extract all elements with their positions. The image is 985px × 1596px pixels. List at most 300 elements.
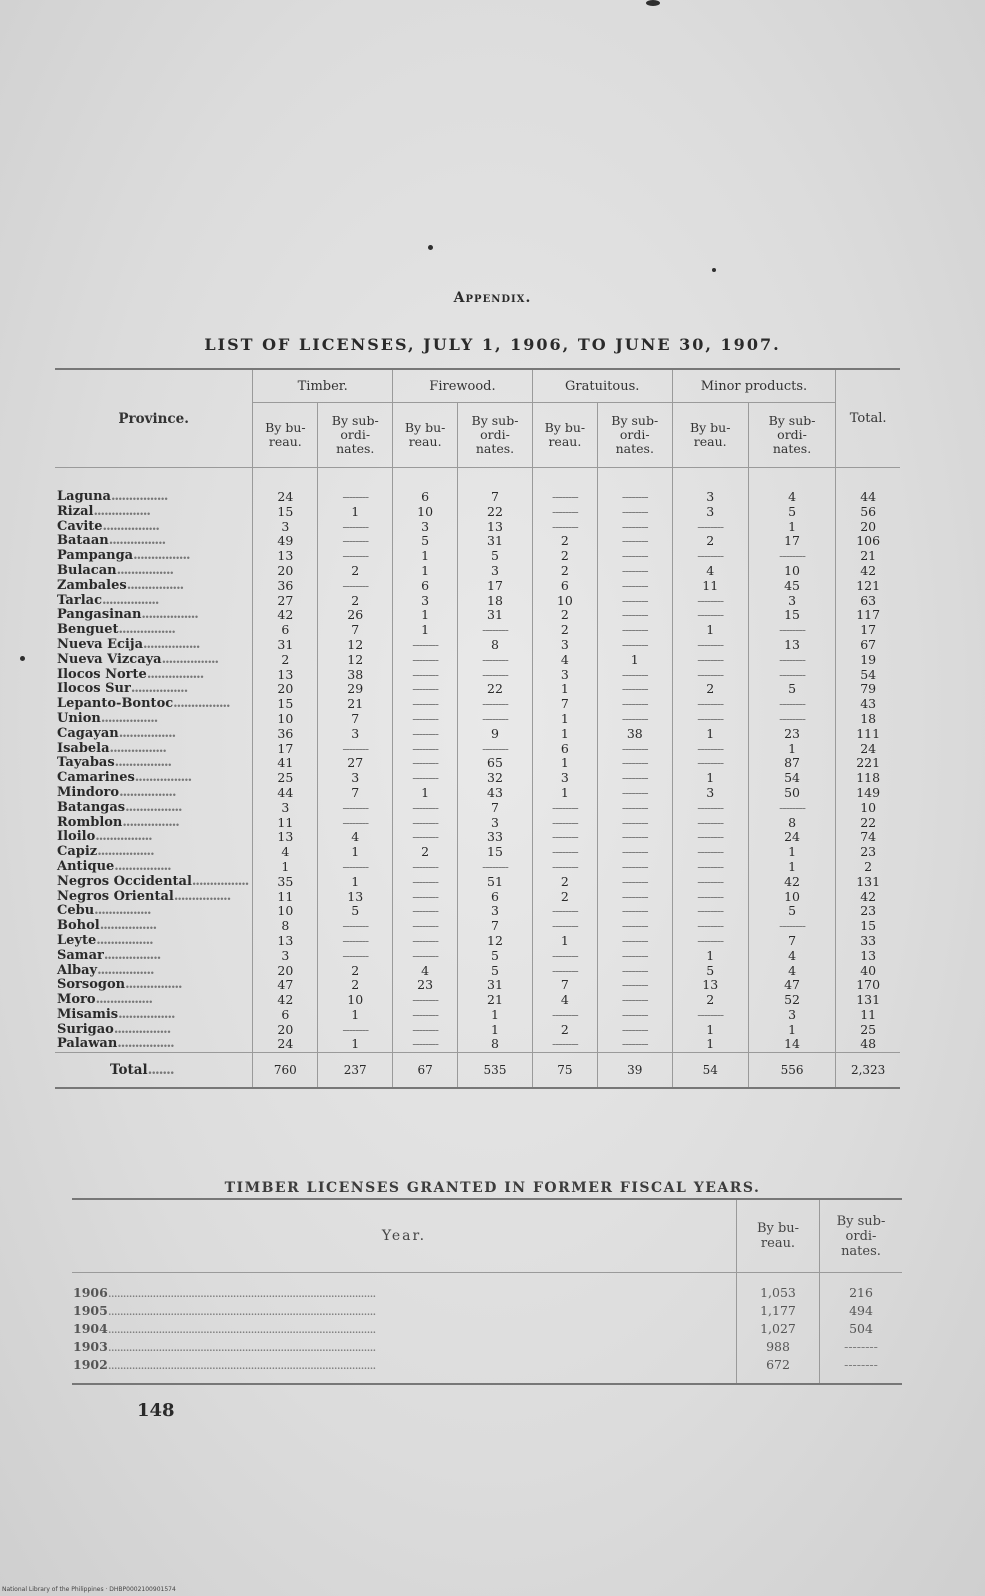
province-name: Negros Oriental bbox=[57, 889, 174, 904]
province-name: Cebu bbox=[57, 904, 95, 919]
licenses-body bbox=[55, 468, 900, 1053]
table-cell: 2 bbox=[672, 993, 748, 1008]
total-cell: 75 bbox=[532, 1053, 597, 1089]
table-cell: 10 bbox=[253, 904, 318, 919]
table-row: Negros Occidental................ 35 1 -------- 51 2 -------- -------- 42 131 bbox=[55, 875, 900, 890]
table-cell: 1 bbox=[672, 1037, 748, 1052]
table-cell: -------- bbox=[748, 549, 835, 564]
table-cell: 31 bbox=[458, 978, 533, 993]
province-name: Cagayan bbox=[57, 726, 119, 741]
table-cell: -------- bbox=[597, 786, 672, 801]
province-name: Ilocos Norte bbox=[57, 667, 147, 682]
table-row: Zambales................ 36 -------- 6 17 6 -------- 11 45 121 bbox=[55, 579, 900, 594]
table-cell: -------- bbox=[748, 919, 835, 934]
table-row: Misamis................ 6 1 -------- 1 -------- -------- -------- 3 11 bbox=[55, 1008, 900, 1023]
table-cell: 36 bbox=[253, 727, 318, 742]
footer-note: National Library of the Philippines · DHBP0002100901574 bbox=[2, 1586, 176, 1593]
table-cell: 56 bbox=[836, 505, 900, 520]
table-cell: 5 bbox=[458, 549, 533, 564]
province-name: Bulacan bbox=[57, 563, 117, 578]
table-cell: -------- bbox=[318, 949, 393, 964]
table-cell: 44 bbox=[836, 468, 900, 505]
year-cell: 1905 bbox=[73, 1303, 108, 1318]
table-cell: 4 bbox=[532, 653, 597, 668]
table-cell: 43 bbox=[836, 697, 900, 712]
table-cell: -------- bbox=[393, 1037, 458, 1052]
table-cell: 3 bbox=[532, 638, 597, 653]
table-cell: -------- bbox=[597, 934, 672, 949]
table-row: Isabela................ 17 -------- -------- -------- 6 -------- -------- 1 24 bbox=[55, 742, 900, 757]
province-name: Albay bbox=[57, 963, 98, 978]
table-cell: 11 bbox=[253, 816, 318, 831]
province-name: Rizal bbox=[57, 504, 94, 519]
table-cell: 2 bbox=[532, 1023, 597, 1038]
former-years-table bbox=[72, 1198, 902, 1385]
table-cell: 1 bbox=[393, 786, 458, 801]
province-name: Mindoro bbox=[57, 785, 120, 800]
table-cell: -------- bbox=[597, 579, 672, 594]
table-cell: -------- bbox=[532, 520, 597, 535]
table-cell: 1 bbox=[393, 549, 458, 564]
province-name: Zambales bbox=[57, 578, 127, 593]
table-row: 1904.......................................................................................... 1,027 504 bbox=[72, 1320, 902, 1338]
table-cell: 23 bbox=[393, 978, 458, 993]
total-cell: 39 bbox=[597, 1053, 672, 1089]
table-cell: -------- bbox=[672, 549, 748, 564]
table-row: Camarines................ 25 3 -------- 32 3 -------- 1 54 118 bbox=[55, 771, 900, 786]
table-cell: 14 bbox=[748, 1037, 835, 1052]
former-years-body bbox=[72, 1273, 902, 1385]
table-cell: -------- bbox=[318, 919, 393, 934]
table-cell: 23 bbox=[836, 904, 900, 919]
table-cell: 13 bbox=[253, 934, 318, 949]
table-cell: 50 bbox=[748, 786, 835, 801]
table-cell: -------- bbox=[672, 934, 748, 949]
table-cell: -------- bbox=[393, 860, 458, 875]
sub-header-minor-subordinates: By sub- ordi- nates. bbox=[748, 403, 835, 468]
table-row: Tayabas................ 41 27 -------- 65 1 -------- -------- 87 221 bbox=[55, 756, 900, 771]
table-cell: 33 bbox=[458, 830, 533, 845]
table-cell: 1 bbox=[393, 564, 458, 579]
table-cell: 22 bbox=[836, 816, 900, 831]
table-cell: -------- bbox=[318, 742, 393, 757]
table-cell: 6 bbox=[393, 468, 458, 505]
group-header-timber: Timber. bbox=[253, 369, 393, 403]
table-cell: 1 bbox=[458, 1008, 533, 1023]
province-name: Tayabas bbox=[57, 756, 115, 771]
table-cell: 4 bbox=[253, 845, 318, 860]
table-cell: 17 bbox=[748, 534, 835, 549]
table-cell: 3 bbox=[393, 520, 458, 535]
table-cell: 79 bbox=[836, 682, 900, 697]
table-cell: 25 bbox=[253, 771, 318, 786]
table-cell: 23 bbox=[748, 727, 835, 742]
table-cell: 1 bbox=[458, 1023, 533, 1038]
licenses-table bbox=[55, 368, 900, 1089]
province-name: Nueva Ecija bbox=[57, 637, 143, 652]
table-row: Nueva Vizcaya................ 2 12 -------- -------- 4 1 -------- -------- 19 bbox=[55, 653, 900, 668]
table-cell: 2 bbox=[672, 682, 748, 697]
table-cell: -------- bbox=[597, 1023, 672, 1038]
table-cell: -------- bbox=[748, 801, 835, 816]
subordinates-cell: 504 bbox=[820, 1320, 903, 1338]
table-cell: 3 bbox=[748, 1008, 835, 1023]
table-cell: 7 bbox=[318, 623, 393, 638]
province-name: Bataan bbox=[57, 534, 109, 549]
table-cell: 41 bbox=[253, 756, 318, 771]
table-cell: 10 bbox=[318, 993, 393, 1008]
table-cell: 63 bbox=[836, 594, 900, 609]
table-row: Nueva Ecija................ 31 12 -------- 8 3 -------- -------- 13 67 bbox=[55, 638, 900, 653]
table-cell: -------- bbox=[597, 534, 672, 549]
table-cell: 43 bbox=[458, 786, 533, 801]
group-header-firewood: Firewood. bbox=[393, 369, 533, 403]
table-cell: 54 bbox=[748, 771, 835, 786]
table-cell: -------- bbox=[597, 756, 672, 771]
province-name: Batangas bbox=[57, 800, 126, 815]
table-cell: 13 bbox=[253, 549, 318, 564]
table-cell: -------- bbox=[318, 801, 393, 816]
table-cell: -------- bbox=[597, 742, 672, 757]
table-cell: 3 bbox=[253, 520, 318, 535]
table-cell: 5 bbox=[458, 949, 533, 964]
total-cell: 237 bbox=[318, 1053, 393, 1089]
table-cell: 15 bbox=[253, 505, 318, 520]
table-row: 1906.......................................................................................... 1,053 216 bbox=[72, 1273, 902, 1303]
province-name: Laguna bbox=[57, 489, 111, 504]
table-cell: 11 bbox=[672, 579, 748, 594]
total-cell: 760 bbox=[253, 1053, 318, 1089]
table-cell: 2 bbox=[318, 978, 393, 993]
table-cell: -------- bbox=[458, 653, 533, 668]
table-cell: -------- bbox=[748, 668, 835, 683]
table-cell: 4 bbox=[748, 468, 835, 505]
table-cell: 2 bbox=[532, 623, 597, 638]
table-cell: 6 bbox=[458, 890, 533, 905]
table-cell: -------- bbox=[532, 801, 597, 816]
table-cell: 7 bbox=[532, 978, 597, 993]
bureau-cell: 1,053 bbox=[737, 1273, 820, 1303]
table-row: Capiz................ 4 1 2 15 -------- -------- -------- 1 23 bbox=[55, 845, 900, 860]
table-cell: 1 bbox=[532, 682, 597, 697]
table-cell: 24 bbox=[253, 468, 318, 505]
table-cell: 2 bbox=[836, 860, 900, 875]
table-row: Tarlac................ 27 2 3 18 10 -------- -------- 3 63 bbox=[55, 594, 900, 609]
table-cell: -------- bbox=[597, 682, 672, 697]
table-cell: -------- bbox=[318, 816, 393, 831]
table-cell: 27 bbox=[253, 594, 318, 609]
table-cell: -------- bbox=[458, 668, 533, 683]
table-cell: -------- bbox=[597, 993, 672, 1008]
province-name: Misamis bbox=[57, 1007, 119, 1022]
table-cell: -------- bbox=[532, 830, 597, 845]
table-cell: -------- bbox=[672, 875, 748, 890]
table-cell: 17 bbox=[458, 579, 533, 594]
table-cell: 3 bbox=[458, 816, 533, 831]
table-cell: 20 bbox=[253, 682, 318, 697]
table-cell: 27 bbox=[318, 756, 393, 771]
table-cell: -------- bbox=[672, 608, 748, 623]
table-row: Ilocos Sur................ 20 29 -------- 22 1 -------- 2 5 79 bbox=[55, 682, 900, 697]
table-cell: 1 bbox=[748, 845, 835, 860]
table-cell: -------- bbox=[318, 549, 393, 564]
table-cell: 87 bbox=[748, 756, 835, 771]
former-header-row bbox=[72, 1199, 902, 1273]
table-cell: -------- bbox=[393, 904, 458, 919]
table-cell: 5 bbox=[318, 904, 393, 919]
table-cell: -------- bbox=[748, 712, 835, 727]
table-cell: 5 bbox=[748, 505, 835, 520]
table-row: 1903.......................................................................................... 988 -------- bbox=[72, 1338, 902, 1356]
table-cell: -------- bbox=[597, 1008, 672, 1023]
table-cell: -------- bbox=[532, 468, 597, 505]
table-cell: -------- bbox=[393, 875, 458, 890]
table-cell: -------- bbox=[597, 890, 672, 905]
table-cell: 1 bbox=[672, 727, 748, 742]
table-cell: 32 bbox=[458, 771, 533, 786]
sub-header-gratuitous-subordinates: By sub- ordi- nates. bbox=[597, 403, 672, 468]
province-name: Pampanga bbox=[57, 549, 134, 564]
table-cell: -------- bbox=[672, 697, 748, 712]
table-cell: 3 bbox=[458, 904, 533, 919]
total-row: Total....... 760 237 67 535 75 39 54 556 2,323 bbox=[55, 1053, 900, 1089]
table-cell: -------- bbox=[532, 860, 597, 875]
table-cell: 1 bbox=[393, 608, 458, 623]
table-cell: 49 bbox=[253, 534, 318, 549]
province-name: Bohol bbox=[57, 919, 100, 934]
group-header-gratuitous: Gratuitous. bbox=[532, 369, 672, 403]
year-cell: 1906 bbox=[73, 1285, 108, 1300]
subordinates-cell: 216 bbox=[820, 1273, 903, 1303]
table-cell: -------- bbox=[393, 949, 458, 964]
province-name: Benguet bbox=[57, 623, 119, 638]
table-cell: 15 bbox=[253, 697, 318, 712]
bureau-cell: 988 bbox=[737, 1338, 820, 1356]
table-cell: 6 bbox=[253, 623, 318, 638]
table-cell: 13 bbox=[458, 520, 533, 535]
table-cell: 51 bbox=[458, 875, 533, 890]
table-cell: 18 bbox=[458, 594, 533, 609]
table-cell: 1 bbox=[597, 653, 672, 668]
table-cell: 1 bbox=[748, 860, 835, 875]
table-cell: -------- bbox=[597, 468, 672, 505]
table-cell: 3 bbox=[253, 801, 318, 816]
table-cell: 13 bbox=[318, 890, 393, 905]
table-row: Moro................ 42 10 -------- 21 4 -------- 2 52 131 bbox=[55, 993, 900, 1008]
table-cell: -------- bbox=[458, 712, 533, 727]
table-row: Bohol................ 8 -------- -------- 7 -------- -------- -------- -------- 15 bbox=[55, 919, 900, 934]
table-cell: -------- bbox=[393, 697, 458, 712]
table-cell: 1 bbox=[672, 949, 748, 964]
table-cell: -------- bbox=[318, 1023, 393, 1038]
table-cell: 5 bbox=[748, 682, 835, 697]
table-cell: 24 bbox=[748, 830, 835, 845]
table-cell: 13 bbox=[836, 949, 900, 964]
table-cell: -------- bbox=[393, 1023, 458, 1038]
table-cell: -------- bbox=[672, 520, 748, 535]
table-cell: 10 bbox=[748, 564, 835, 579]
province-name: Samar bbox=[57, 948, 104, 963]
table-cell: -------- bbox=[532, 919, 597, 934]
table-cell: 24 bbox=[253, 1037, 318, 1052]
table-cell: 67 bbox=[836, 638, 900, 653]
year-cell: 1902 bbox=[73, 1357, 108, 1372]
table-cell: 3 bbox=[318, 727, 393, 742]
table-cell: -------- bbox=[597, 978, 672, 993]
table-cell: 26 bbox=[318, 608, 393, 623]
table-row: Union................ 10 7 -------- -------- 1 -------- -------- -------- 18 bbox=[55, 712, 900, 727]
table-cell: 42 bbox=[748, 875, 835, 890]
table-cell: -------- bbox=[748, 623, 835, 638]
table-cell: 4 bbox=[748, 949, 835, 964]
table-cell: 35 bbox=[253, 875, 318, 890]
table-cell: -------- bbox=[393, 771, 458, 786]
table-row: Negros Oriental................ 11 13 -------- 6 2 -------- -------- 10 42 bbox=[55, 890, 900, 905]
table-cell: 111 bbox=[836, 727, 900, 742]
table-cell: -------- bbox=[597, 638, 672, 653]
table-cell: 17 bbox=[836, 623, 900, 638]
province-name: Lepanto-Bontoc bbox=[57, 697, 174, 712]
table-cell: 31 bbox=[458, 534, 533, 549]
province-name: Surigao bbox=[57, 1022, 114, 1037]
table-cell: 1 bbox=[318, 1037, 393, 1052]
table-cell: 2 bbox=[318, 964, 393, 979]
main-title: LIST OF LICENSES, JULY 1, 1906, TO JUNE 30, 1907. bbox=[204, 335, 781, 354]
province-name: Leyte bbox=[57, 933, 97, 948]
province-name: Moro bbox=[57, 993, 96, 1008]
table-cell: 11 bbox=[253, 890, 318, 905]
table-cell: -------- bbox=[748, 697, 835, 712]
table-cell: 1 bbox=[532, 727, 597, 742]
table-cell: 74 bbox=[836, 830, 900, 845]
table-cell: -------- bbox=[458, 623, 533, 638]
table-cell: 47 bbox=[748, 978, 835, 993]
table-cell: -------- bbox=[597, 712, 672, 727]
table-cell: 4 bbox=[672, 564, 748, 579]
table-cell: -------- bbox=[672, 830, 748, 845]
table-cell: -------- bbox=[532, 1037, 597, 1052]
table-row: Cebu................ 10 5 -------- 3 -------- -------- -------- 5 23 bbox=[55, 904, 900, 919]
table-cell: -------- bbox=[597, 801, 672, 816]
table-cell: 5 bbox=[393, 534, 458, 549]
table-cell: 1 bbox=[748, 742, 835, 757]
table-cell: 31 bbox=[253, 638, 318, 653]
table-row: Iloilo................ 13 4 -------- 33 -------- -------- -------- 24 74 bbox=[55, 830, 900, 845]
ink-speck bbox=[20, 656, 25, 661]
table-cell: 45 bbox=[748, 579, 835, 594]
table-cell: -------- bbox=[532, 949, 597, 964]
table-cell: 1 bbox=[672, 623, 748, 638]
table-cell: 2 bbox=[532, 608, 597, 623]
table-cell: 21 bbox=[318, 697, 393, 712]
table-cell: 4 bbox=[748, 964, 835, 979]
total-cell: 556 bbox=[748, 1053, 835, 1089]
table-row: Lepanto-Bontoc................ 15 21 -------- -------- 7 -------- -------- -------- 43 bbox=[55, 697, 900, 712]
table-cell: 3 bbox=[253, 949, 318, 964]
ink-speck bbox=[646, 0, 660, 6]
table-cell: 42 bbox=[836, 890, 900, 905]
table-cell: 7 bbox=[532, 697, 597, 712]
sub-header-firewood-subordinates: By sub- ordi- nates. bbox=[458, 403, 533, 468]
table-cell: 29 bbox=[318, 682, 393, 697]
table-cell: 2 bbox=[393, 845, 458, 860]
year-header: Year. bbox=[72, 1199, 737, 1273]
table-row: Palawan................ 24 1 -------- 8 -------- -------- 1 14 48 bbox=[55, 1037, 900, 1052]
table-cell: -------- bbox=[318, 579, 393, 594]
table-cell: -------- bbox=[393, 1008, 458, 1023]
table-cell: 5 bbox=[458, 964, 533, 979]
table-cell: -------- bbox=[393, 919, 458, 934]
table-row: Batangas................ 3 -------- -------- 7 -------- -------- -------- -------- 10 bbox=[55, 801, 900, 816]
table-cell: 7 bbox=[458, 919, 533, 934]
table-cell: 13 bbox=[253, 830, 318, 845]
table-cell: 40 bbox=[836, 964, 900, 979]
appendix-heading: Appendix. bbox=[453, 290, 532, 306]
ink-speck bbox=[712, 268, 716, 272]
province-name: Nueva Vizcaya bbox=[57, 652, 162, 667]
table-cell: 65 bbox=[458, 756, 533, 771]
table-cell: 22 bbox=[458, 505, 533, 520]
table-cell: 47 bbox=[253, 978, 318, 993]
table-cell: -------- bbox=[672, 742, 748, 757]
province-name: Iloilo bbox=[57, 830, 96, 845]
table-cell: -------- bbox=[597, 505, 672, 520]
table-cell: -------- bbox=[597, 668, 672, 683]
table-cell: -------- bbox=[672, 904, 748, 919]
table-cell: 6 bbox=[253, 1008, 318, 1023]
table-cell: 20 bbox=[253, 964, 318, 979]
table-cell: -------- bbox=[672, 890, 748, 905]
table-cell: -------- bbox=[597, 520, 672, 535]
table-row: 1902.......................................................................................... 672 -------- bbox=[72, 1356, 902, 1384]
table-cell: -------- bbox=[318, 534, 393, 549]
group-header-minor-products: Minor products. bbox=[672, 369, 836, 403]
table-cell: 4 bbox=[318, 830, 393, 845]
province-name: Isabela bbox=[57, 741, 110, 756]
table-cell: 221 bbox=[836, 756, 900, 771]
subordinates-cell: -------- bbox=[820, 1356, 903, 1384]
bureau-cell: 1,177 bbox=[737, 1302, 820, 1320]
table-row: Cagayan................ 36 3 -------- 9 1 38 1 23 111 bbox=[55, 727, 900, 742]
table-cell: -------- bbox=[597, 860, 672, 875]
table-cell: 3 bbox=[532, 771, 597, 786]
province-name: Capiz bbox=[57, 845, 98, 860]
table-cell: 3 bbox=[672, 468, 748, 505]
table-cell: 42 bbox=[253, 608, 318, 623]
table-cell: 15 bbox=[458, 845, 533, 860]
group-header-row bbox=[55, 369, 900, 403]
table-cell: -------- bbox=[597, 830, 672, 845]
table-cell: 2 bbox=[532, 549, 597, 564]
table-cell: -------- bbox=[672, 845, 748, 860]
table-cell: 131 bbox=[836, 875, 900, 890]
province-name: Romblon bbox=[57, 815, 123, 830]
table-cell: -------- bbox=[672, 638, 748, 653]
sub-header-minor-bureau: By bu- reau. bbox=[672, 403, 748, 468]
year-cell: 1903 bbox=[73, 1339, 108, 1354]
table-cell: 1 bbox=[672, 771, 748, 786]
table-cell: 38 bbox=[318, 668, 393, 683]
table-cell: -------- bbox=[393, 653, 458, 668]
table-cell: 1 bbox=[532, 934, 597, 949]
table-cell: 11 bbox=[836, 1008, 900, 1023]
subordinates-header: By sub- ordi- nates. bbox=[820, 1199, 903, 1273]
table-cell: -------- bbox=[597, 845, 672, 860]
table-cell: -------- bbox=[393, 756, 458, 771]
table-cell: -------- bbox=[318, 520, 393, 535]
table-row: Benguet................ 6 7 1 -------- 2 -------- 1 -------- 17 bbox=[55, 623, 900, 638]
table-cell: 13 bbox=[253, 668, 318, 683]
